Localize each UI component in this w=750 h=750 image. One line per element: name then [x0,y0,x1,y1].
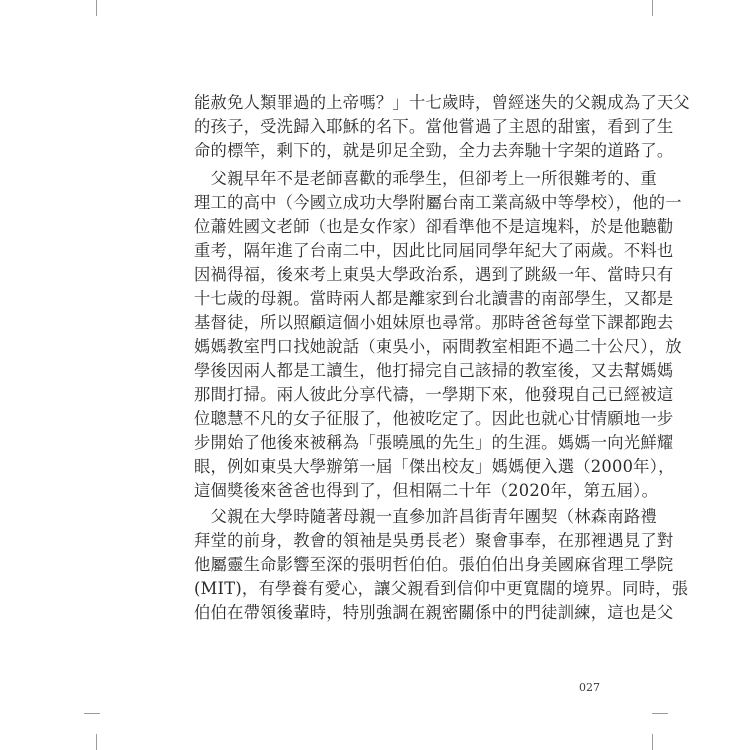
text-line: 那間打掃。兩人彼此分享代禱，一學期下來，他發現自己已經被這 [194,385,674,404]
text-line: 伯伯在帶領後輩時，特別強調在親密關係中的門徒訓練，這也是父 [194,603,674,622]
text-line: 重考，隔年進了台南二中，因此比同屆同學年紀大了兩歲。不料也 [194,241,674,260]
text-line: 基督徒，所以照顧這個小姐妹原也尋常。那時爸爸每堂下課都跑去 [194,313,674,332]
crop-mark-bottom-right [652,734,653,750]
text-line: 媽媽教室門口找她說話（東吳小，兩間教室相距不過二十公尺），放 [194,337,682,356]
text-line: 理工的高中（今國立成功大學附屬台南工業高級中等學校），他的一 [194,193,682,212]
text-line: 步開始了他後來被稱為「張曉風的先生」的生涯。媽媽一向光鮮耀 [194,433,674,452]
text-line: 父親早年不是老師喜歡的乖學生，但卻考上一所很難考的、重 [194,169,657,188]
crop-mark-right-horizontal [652,713,668,714]
text-line: 父親在大學時隨著母親一直參加許昌街青年團契（林森南路禮 [194,507,657,526]
text-line: 能赦免人類罪過的上帝嗎？」十七歲時，曾經迷失的父親成為了天父 [194,93,690,112]
text-line: 他屬靈生命影響至深的張明哲伯伯。張伯伯出身美國麻省理工學院 [194,555,674,574]
crop-mark-top-right [652,0,653,16]
text-line: 這個獎後來爸爸也得到了，但相隔二十年（2020年，第五屆）。 [194,481,659,500]
text-line: 十七歲的母親。當時兩人都是離家到台北讀書的南部學生，又都是 [194,289,674,308]
text-line: 的孩子，受洗歸入耶穌的名下。當他嘗過了主恩的甜蜜，看到了生 [194,117,674,136]
page-number: 027 [579,681,600,694]
text-line: 拜堂的前身，教會的領袖是吳勇長老）聚會事奉，在那裡遇見了對 [194,531,674,550]
text-line: 命的標竿，剩下的，就是卯足全勁，全力去奔馳十字架的道路了。 [194,141,674,160]
crop-mark-top-left [96,0,97,16]
text-line: 學後因兩人都是工讀生，他打掃完自己該掃的教室後，又去幫媽媽 [194,361,674,380]
text-line: 因禍得福，後來考上東吳大學政治系，遇到了跳級一年、當時只有 [194,265,674,284]
text-line: 位蕭姓國文老師（也是女作家）卻看準他不是這塊料，於是他聽勸 [194,217,674,236]
crop-mark-bottom-left [96,734,97,750]
text-line: (MIT)，有學養有愛心，讓父親看到信仰中更寬闊的境界。同時，張 [194,579,689,598]
text-line: 眼，例如東吳大學辦第一屆「傑出校友」媽媽便入選（2000年）， [194,457,675,476]
crop-mark-left-horizontal [84,713,100,714]
text-line: 位聰慧不凡的女子征服了，他被吃定了。因此也就心甘情願地一步 [194,409,674,428]
